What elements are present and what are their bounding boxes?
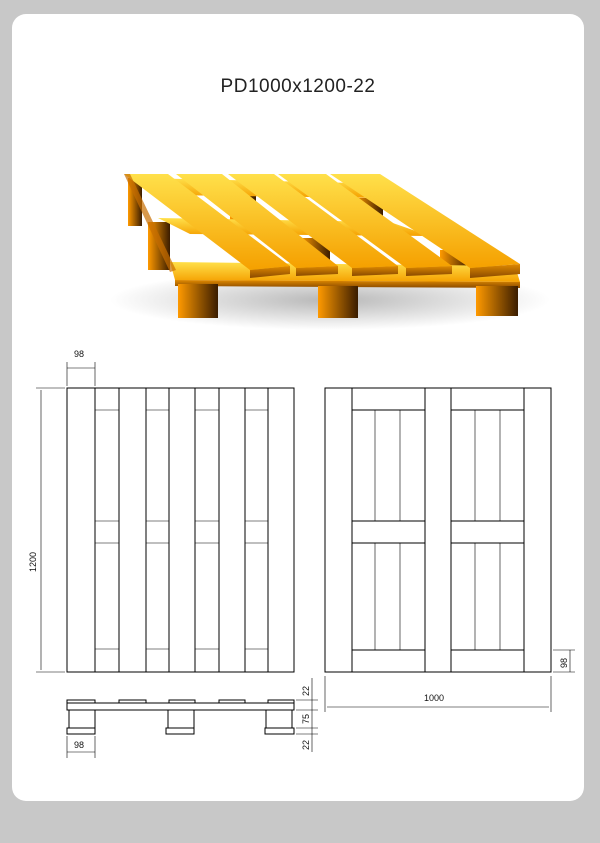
pallet-block [476,286,518,316]
dim-heights [296,678,318,752]
bottom-stringer [325,388,352,672]
svg-text:1200: 1200 [28,551,38,572]
side-bottom-board [265,728,294,734]
side-top-deck [67,703,294,710]
bottom-stringer [524,388,551,672]
dim-width [325,676,551,712]
svg-text:98: 98 [74,349,85,359]
dim-length [28,388,65,672]
dim-board-width [67,349,95,386]
top-board [219,388,245,672]
bottom-board [352,650,425,672]
side-block [69,710,95,728]
svg-text:98: 98 [74,740,85,750]
svg-text:98: 98 [559,657,569,668]
pallet-block [318,286,358,318]
bottom-board [451,521,524,543]
svg-text:22: 22 [301,685,311,696]
top-board [67,388,95,672]
side-view [67,700,294,734]
dim-end-board [553,650,575,672]
bottom-board [451,650,524,672]
dim-bottom-board-width [67,736,95,758]
bottom-view [325,388,551,672]
pallet-block [178,284,218,318]
bottom-board [352,388,425,410]
pallet-title: PD1000x1200-22 [220,76,376,97]
side-bottom-board [67,728,95,734]
pallet-3d-illustration [110,174,550,330]
bottom-board [451,388,524,410]
svg-text:1000: 1000 [424,693,445,703]
top-view [67,388,294,672]
svg-text:75: 75 [301,713,311,724]
side-block [168,710,194,728]
bottom-stringer [425,388,451,672]
side-bottom-board [166,728,194,734]
bottom-board [352,521,425,543]
top-board [119,388,146,672]
top-board [268,388,294,672]
side-block [266,710,292,728]
svg-text:22: 22 [301,739,311,750]
top-board [169,388,195,672]
